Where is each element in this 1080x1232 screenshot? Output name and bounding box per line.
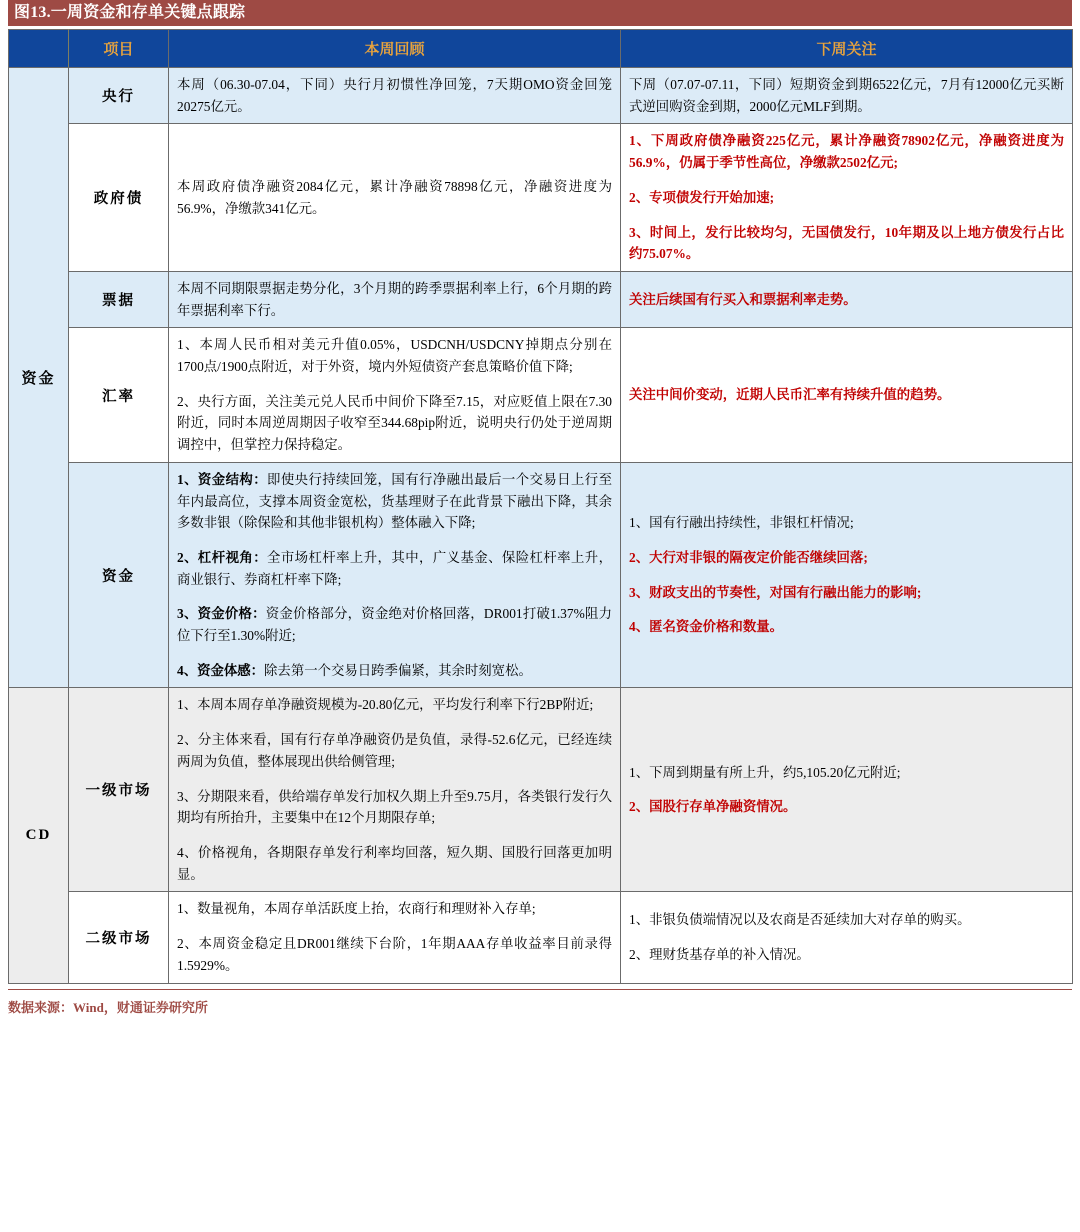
paragraph — [177, 547, 612, 590]
paragraph: 下周（07.07-07.11，下同）短期资金到期6522亿元，7月有12000亿元买断式逆回购资金到期，2000亿元MLF到期。 — [629, 77, 1064, 114]
item-label-central-bank: 央行 — [69, 68, 169, 124]
paragraph — [177, 603, 612, 646]
paragraph-lead: 2、杠杆视角： — [177, 549, 268, 565]
item-label-exchange-rate: 汇率 — [69, 328, 169, 463]
group-label-cd: CD — [9, 688, 69, 983]
cell-review-central-bank — [169, 68, 621, 124]
paragraph: 2、大行对非银的隔夜定价能否继续回落; — [629, 549, 868, 565]
header-row — [9, 30, 1073, 68]
cell-next-secondary-market — [621, 892, 1073, 983]
table-row — [9, 892, 1073, 983]
header-next: 下周关注 — [621, 30, 1073, 68]
table-header — [9, 30, 1073, 68]
paragraph: 1、国有行融出持续性，非银杠杆情况; — [629, 515, 854, 531]
paragraph — [177, 469, 612, 534]
paragraph: 3、分期限来看，供给端存单发行加权久期上升至9.75月，各类银行发行久期均有所抬升，主要集中在12个月期限存单; — [177, 788, 612, 826]
source-note: 数据来源：Wind，财通证券研究所 — [8, 999, 208, 1015]
paragraph: 本周不同期限票据走势分化，3个月期的跨季票据利率上行，6个月期的跨年票据利率下行。 — [177, 280, 612, 318]
cell-next-primary-market — [621, 688, 1073, 892]
paragraph-text: 即使央行持续回笼，国有行净融出最后一个交易日上行至年内最高位，支撑本周资金宽松，货基理财子在此背景下融出下降，其余多数非银（除保险和其他非银机构）整体融入下降; — [177, 471, 613, 531]
cell-next-government-bonds — [621, 124, 1073, 272]
paragraph-lead: 4、资金体感： — [177, 662, 265, 678]
cell-next-central-bank — [621, 68, 1073, 124]
paragraph: 3、财政支出的节奏性，对国有行融出能力的影响; — [629, 584, 922, 600]
cell-review-bills — [169, 271, 621, 327]
table-row — [9, 688, 1073, 892]
table-row — [9, 328, 1073, 463]
paragraph: 1、下周到期量有所上升，约5,105.20亿元附近; — [629, 764, 901, 780]
paragraph: 2、本周资金稳定且DR001继续下台阶，1年期AAA存单收益率目前录得1.5929%。 — [177, 936, 612, 973]
cell-next-bills — [621, 271, 1073, 327]
paragraph: 4、价格视角，各期限存单发行利率均回落，短久期、国股行回落更加明显。 — [177, 844, 612, 882]
key-points-table — [8, 29, 1073, 984]
paragraph-lead: 3、资金价格： — [177, 606, 266, 622]
table-row — [9, 68, 1073, 124]
paragraph-text: 除去第一个交易日跨季偏紧，其余时刻宽松。 — [264, 662, 532, 678]
paragraph: 1、数量视角，本周存单活跃度上抬，农商行和理财补入存单; — [177, 901, 536, 917]
item-label-government-bonds: 政府债 — [69, 124, 169, 272]
paragraph: 1、非银负债端情况以及农商是否延续加大对存单的购买。 — [629, 912, 971, 928]
table-row — [9, 271, 1073, 327]
header-item: 项目 — [69, 30, 169, 68]
paragraph: 1、本周本周存单净融资规模为-20.80亿元，平均发行利率下行2BP附近; — [177, 697, 594, 713]
item-label-funding: 资金 — [69, 462, 169, 688]
paragraph: 4、匿名资金价格和数量。 — [629, 619, 783, 635]
cell-review-government-bonds — [169, 124, 621, 272]
paragraph-text: 资金价格部分，资金绝对价格回落，DR001打破1.37%阻力位下行至1.30%附近; — [177, 606, 612, 644]
paragraph: 2、专项债发行开始加速; — [629, 189, 775, 205]
cell-review-exchange-rate — [169, 328, 621, 463]
item-label-primary-market: 一级市场 — [69, 688, 169, 892]
paragraph: 2、理财货基存单的补入情况。 — [629, 946, 810, 962]
cell-review-funding — [169, 462, 621, 688]
paragraph: 关注中间价变动，近期人民币汇率有持续升值的趋势。 — [629, 387, 951, 403]
table-row — [9, 124, 1073, 272]
table-row — [9, 462, 1073, 688]
cell-review-secondary-market — [169, 892, 621, 983]
group-label-funds: 资金 — [9, 68, 69, 688]
paragraph: 本周政府债净融资2084亿元，累计净融资78898亿元，净融资进度为56.9%，净缴款341亿元。 — [177, 178, 612, 216]
paragraph: 本周（06.30-07.04，下同）央行月初惯性净回笼，7天期OMO资金回笼20275亿元。 — [177, 77, 612, 114]
table-body — [9, 68, 1073, 984]
paragraph: 关注后续国有行买入和票据利率走势。 — [629, 291, 857, 307]
paragraph: 2、国股行存单净融资情况。 — [629, 799, 797, 815]
paragraph-text: 全市场杠杆率上升，其中，广义基金、保险杠杆率上升，商业银行、券商杠杆率下降; — [177, 549, 613, 587]
item-label-secondary-market: 二级市场 — [69, 892, 169, 983]
cell-next-funding — [621, 462, 1073, 688]
paragraph: 1、本周人民币相对美元升值0.05%，USDCNH/USDCNY掉期点分别在1700点/1900点附近，对于外资，境内外短债资产套息策略价值下降; — [177, 337, 612, 375]
header-review: 本周回顾 — [169, 30, 621, 68]
header-blank — [9, 30, 69, 68]
paragraph-lead: 1、资金结构： — [177, 471, 268, 487]
paragraph — [177, 660, 612, 682]
cell-next-exchange-rate — [621, 328, 1073, 463]
figure-title: 图13.一周资金和存单关键点跟踪 — [8, 0, 1072, 26]
item-label-bills: 票据 — [69, 271, 169, 327]
paragraph: 2、央行方面，关注美元兑人民币中间价下降至7.15，对应贬值上限在7.30附近，同时本周逆周期因子收窄至344.68pip附近，说明央行仍处于逆周期调控中，但掌控力保持稳定。 — [177, 393, 612, 453]
paragraph: 3、时间上，发行比较均匀，无国债发行，10年期及以上地方债发行占比约75.07%。 — [629, 224, 1064, 262]
cell-review-primary-market — [169, 688, 621, 892]
paragraph: 1、下周政府债净融资225亿元，累计净融资78902亿元，净融资进度为56.9%，仍属于季节性高位，净缴款2502亿元; — [629, 133, 1064, 171]
paragraph: 2、分主体来看，国有行存单净融资仍是负值，录得-52.6亿元，已经连续两周为负值，整体展现出供给侧管理; — [177, 732, 612, 769]
